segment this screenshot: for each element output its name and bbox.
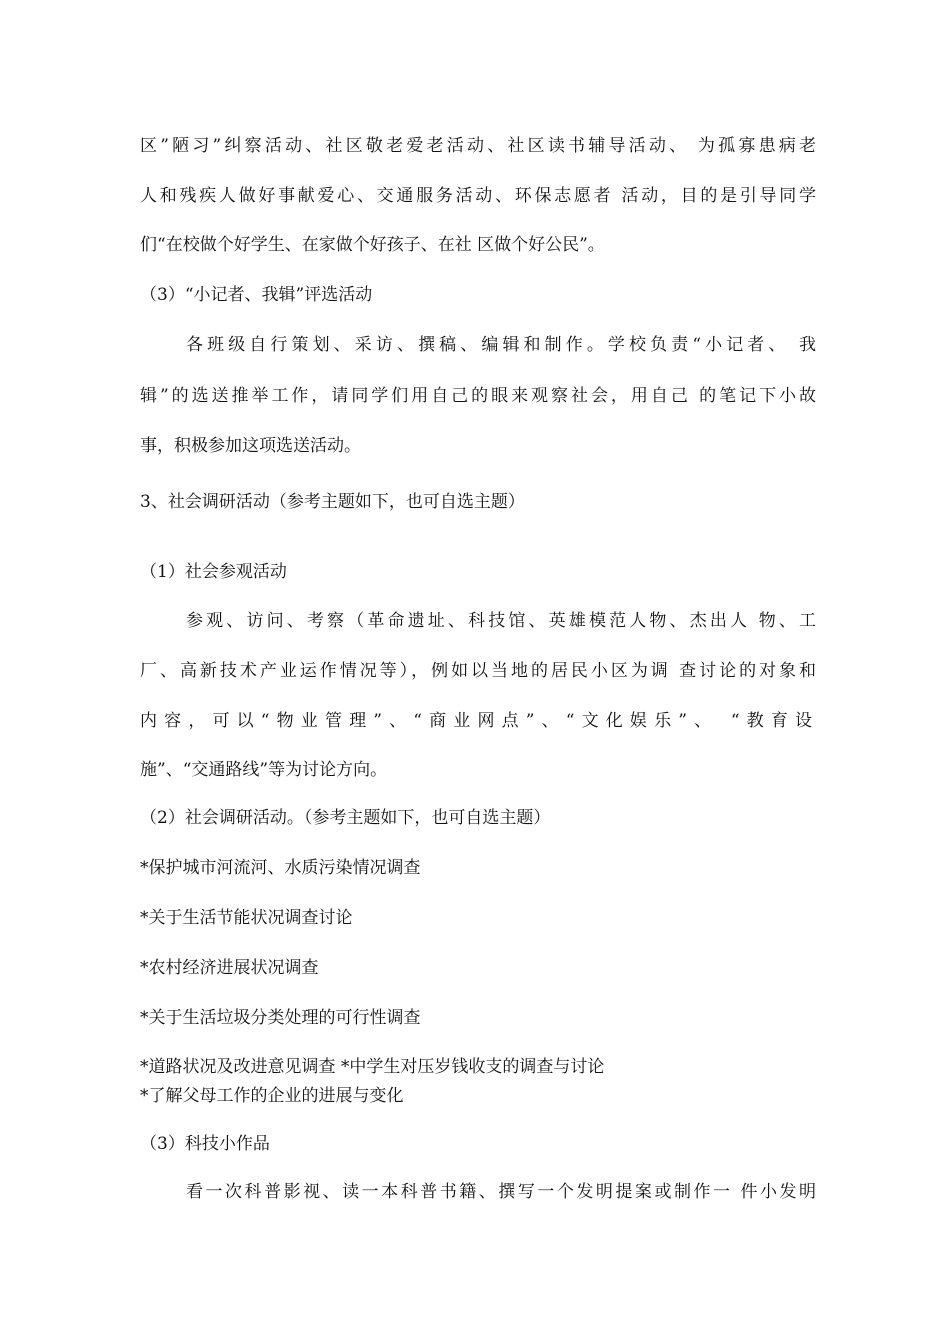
list-item: *农村经济进展状况调查 — [140, 958, 319, 978]
paragraph-line-1: 区”陋习”纠察活动、社区敬老爱老活动、社区读书辅导活动、 为孤寡患病老 — [140, 136, 816, 156]
paragraph-line-3: 们“在校做个好学生、在家做个好孩子、在社 区做个好公民”。 — [140, 235, 605, 255]
paragraph-line-5: 辑”的选送推举工作，请同学们用自己的眼来观察社会，用自己 的笔记下小故 — [140, 386, 816, 406]
subheading-social-research: （2）社会调研活动。（参考主题如下，也可自选主题） — [140, 808, 551, 828]
list-item: *保护城市河流河、水质污染情况调查 — [140, 858, 421, 878]
subheading-social-visit: （1）社会参观活动 — [140, 562, 287, 582]
list-item: *了解父母工作的企业的进展与变化 — [140, 1086, 404, 1106]
section-heading-social-research: 3、社会调研活动（参考主题如下，也可自选主题） — [140, 492, 525, 512]
paragraph-line-8: 厂、高新技术产业运作情况等），例如以当地的居民小区为调 查讨论的对象和 — [140, 661, 816, 681]
list-item: *道路状况及改进意见调查 *中学生对压岁钱收支的调查与讨论 — [140, 1057, 605, 1077]
subheading-tech-works: （3）科技小作品 — [140, 1134, 270, 1154]
list-item: *关于生活节能状况调查讨论 — [140, 908, 353, 928]
paragraph-line-10: 施”、“交通路线”等为讨论方向。 — [140, 760, 388, 780]
paragraph-line-9: 内容，可以“物业管理”、“商业网点”、“文化娱乐”、 “教育设 — [140, 711, 816, 731]
list-item: *关于生活垃圾分类处理的可行性调查 — [140, 1008, 421, 1028]
paragraph-line-6: 事，积极参加这项选送活动。 — [140, 436, 361, 456]
paragraph-line-2: 人和残疾人做好事献爱心、交通服务活动、环保志愿者 活动，目的是引导同学 — [140, 186, 816, 206]
paragraph-line-7: 参观、访问、考察（革命遗址、科技馆、英雄模范人物、杰出人 物、工 — [186, 611, 816, 631]
paragraph-line-4: 各班级自行策划、采访、撰稿、编辑和制作。学校负责“小记者、 我 — [186, 335, 816, 355]
paragraph-line-11: 看一次科普影视、读一本科普书籍、撰写一个发明提案或制作一 件小发明 — [186, 1182, 816, 1202]
subheading-reporter-activity: （3）“小记者、我辑”评选活动 — [140, 285, 373, 305]
